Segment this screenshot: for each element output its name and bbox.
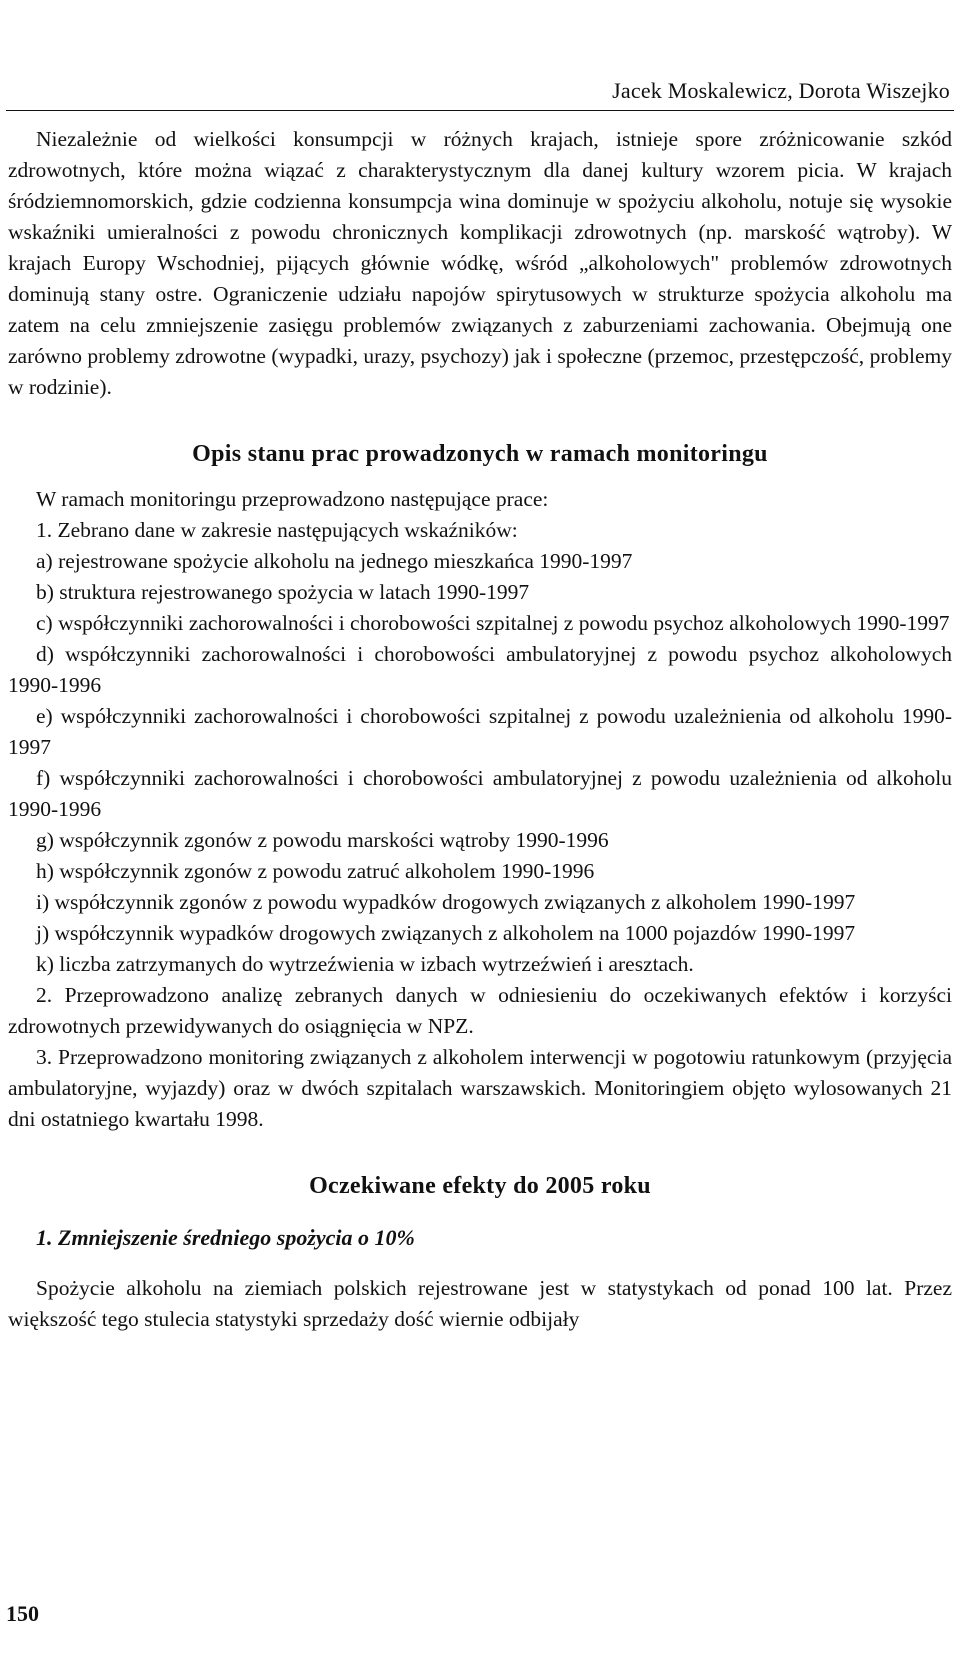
page-number: 150 xyxy=(6,1601,39,1626)
intro-paragraph: Niezależnie od wielkości konsumpcji w różnych krajach, istnieje spore zróżnicowanie szkód zdrowotnych, które można wiązać z charakterystycznym dla danej kultury wzorem picia. W krajach śródziemnomorskich, gdzie codzienna konsumpcja wina dominuje w spożyciu alkoholu, notuje się wysokie wskaźniki umieralności z powodu chronicznych komplikacji zdrowotnych (np. marskość wątroby). W krajach Europy Wschodniej, pijących głównie wódkę, wśród „alkoholowych" problemów zdrowotnych dominują stany ostre. Ograniczenie udziału napojów spirytusowych w strukturze spożycia alkoholu ma zatem na celu zmniejszenie zasięgu problemów związanych z zaburzeniami zachowania. Obejmują one zarówno problemy zdrowotne (wypadki, urazy, psychozy) jak i społeczne (przemoc, przestępczość, problemy w rodzinie). xyxy=(8,127,952,399)
indicator-item: h) współczynnik zgonów z powodu zatruć alkoholem 1990-1996 xyxy=(36,859,595,883)
running-head: Jacek Moskalewicz, Dorota Wiszejko xyxy=(612,78,950,103)
work-item-1: 1. Zebrano dane w zakresie następujących wskaźników: xyxy=(36,518,518,542)
work-item-3: 3. Przeprowadzono monitoring związanych z alkoholem interwencji w pogotowiu ratunkowym (przyjęcia ambulatoryjne, wyjazdy) oraz w dwóch szpitalach warszawskich. Monitoringiem objęto wylosowanych 21 dni ostatniego kwartału 1998. xyxy=(8,1045,952,1131)
indicator-item: f) współczynniki zachorowalności i chorobowości ambulatoryjnej z powodu uzależnienia od alkoholu 1990-1996 xyxy=(8,766,952,821)
indicator-item: e) współczynniki zachorowalności i chorobowości szpitalnej z powodu uzależnienia od alkoholu 1990-1997 xyxy=(8,704,952,759)
indicator-item: g) współczynnik zgonów z powodu marskości wątroby 1990-1996 xyxy=(36,828,609,852)
indicator-item: j) współczynnik wypadków drogowych związanych z alkoholem na 1000 pojazdów 1990-1997 xyxy=(36,921,856,945)
section-heading-effects: Oczekiwane efekty do 2005 roku xyxy=(309,1173,651,1199)
section-heading-monitoring: Opis stanu prac prowadzonych w ramach monitoringu xyxy=(192,441,768,467)
indicator-item: k) liczba zatrzymanych do wytrzeźwienia w izbach wytrzeźwień i aresztach. xyxy=(36,952,694,976)
page-body xyxy=(8,124,952,1335)
effects-paragraph: Spożycie alkoholu na ziemiach polskich rejestrowane jest w statystykach od ponad 100 lat. Przez większość tego stulecia statystyki sprzedaży dość wiernie odbijały xyxy=(8,1276,952,1331)
header-rule xyxy=(6,110,954,111)
indicator-list xyxy=(8,546,952,980)
work-item-2: 2. Przeprowadzono analizę zebranych danych w odniesieniu do oczekiwanych efektów i korzyści zdrowotnych przewidywanych do osiągnięcia w NPZ. xyxy=(8,983,952,1038)
indicator-item: c) współczynniki zachorowalności i chorobowości szpitalnej z powodu psychoz alkoholowych 1990-1997 xyxy=(36,611,950,635)
subsection-heading: 1. Zmniejszenie średniego spożycia o 10% xyxy=(36,1225,415,1250)
indicator-item: b) struktura rejestrowanego spożycia w latach 1990-1997 xyxy=(36,580,530,604)
indicator-item: i) współczynnik zgonów z powodu wypadków drogowych związanych z alkoholem 1990-1997 xyxy=(36,890,856,914)
monitoring-lead: W ramach monitoringu przeprowadzono następujące prace: xyxy=(36,487,549,511)
indicator-item: d) współczynniki zachorowalności i chorobowości ambulatoryjnej z powodu psychoz alkoholowych 1990-1996 xyxy=(8,642,952,697)
indicator-item: a) rejestrowane spożycie alkoholu na jednego mieszkańca 1990-1997 xyxy=(36,549,633,573)
